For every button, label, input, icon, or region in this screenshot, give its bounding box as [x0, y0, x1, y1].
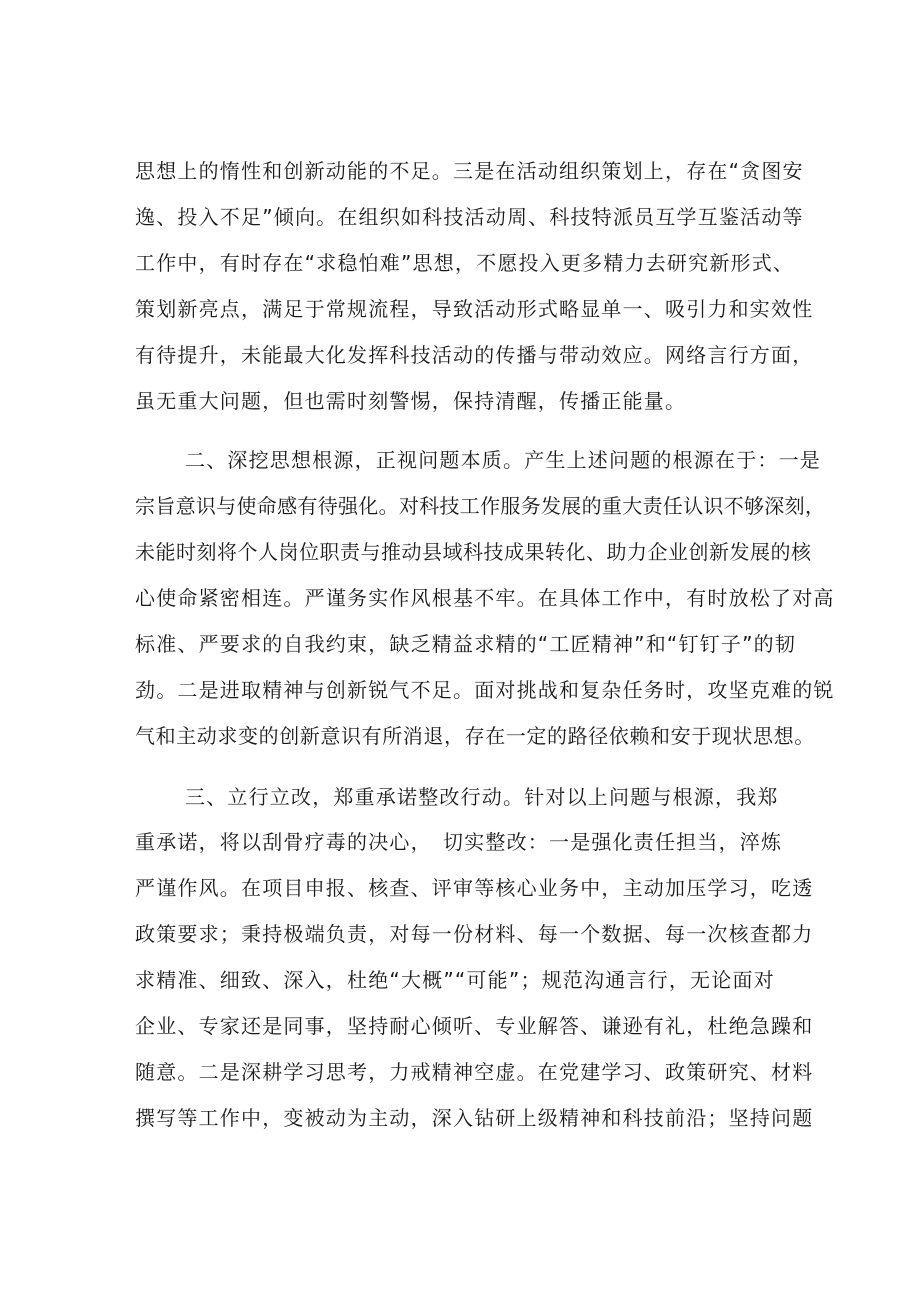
paragraph-3-line-8: 撰写等工作中，变被动为主动，深入钻研上级精神和科技前沿；坚持问题: [135, 1106, 814, 1130]
paragraph-1-line-6: 虽无重大问题，但也需时刻警惕，保持清醒，传播正能量。: [135, 389, 687, 413]
paragraph-3-line-3: 严谨作风。在项目申报、核查、评审等核心业务中，主动加压学习，吃透: [135, 876, 814, 900]
paragraph-1-line-5: 有待提升，未能最大化发挥科技活动的传播与带动效应。网络言行方面，: [135, 343, 814, 367]
paragraph-2-line-4: 心使命紧密相连。严谨务实作风根基不牢。在具体工作中，有时放松了对高: [135, 586, 835, 610]
paragraph-3-line-7: 随意。二是深耕学习思考，力戒精神空虚。在党建学习、政策研究、材料: [135, 1060, 814, 1084]
paragraph-2-line-5: 标准、严要求的自我约束，缺乏精益求精的“工匠精神”和“钉钉子”的韧: [135, 632, 797, 656]
paragraph-3-line-6: 企业、专家还是同事，坚持耐心倾听、专业解答、谦逊有礼，杜绝急躁和: [135, 1014, 814, 1038]
paragraph-3-line-5: 求精准、细致、深入，杜绝“大概”“可能”；规范沟通言行，无论面对: [135, 968, 775, 992]
paragraph-1-line-2: 逸、投入不足”倾向。在组织如科技活动周、科技特派员互学互鉴活动等: [135, 205, 804, 229]
paragraph-1-line-4: 策划新亮点，满足于常规流程，导致活动形式略显单一、吸引力和实效性: [135, 297, 814, 321]
paragraph-1-line-1: 思想上的惰性和创新动能的不足。三是在活动组织策划上，存在“贪图安: [135, 159, 804, 183]
paragraph-1-line-3: 工作中，有时存在“求稳怕难”思想，不愿投入更多精力去研究新形式、: [135, 251, 795, 275]
paragraph-2-line-2: 宗旨意识与使命感有待强化。对科技工作服务发展的重大责任认识不够深刻，: [135, 494, 826, 518]
paragraph-2-line-6: 劲。二是进取精神与创新锐气不足。面对挑战和复杂任务时，攻坚克难的锐: [135, 678, 835, 702]
paragraph-2-line-3: 未能时刻将个人岗位职责与推动县域科技成果转化、助力企业创新发展的核: [135, 540, 812, 564]
paragraph-3-line-2: 重承诺，将以刮骨疗毒的决心， 切实整改：一是强化责任担当，淬炼: [135, 830, 783, 854]
paragraph-3-line-4: 政策要求；秉持极端负责，对每一份材料、每一个数据、每一次核查都力: [135, 922, 814, 946]
paragraph-2-line-1: 二、深挖思想根源，正视问题本质。产生上述问题的根源在于：一是: [185, 448, 821, 472]
paragraph-2-line-7: 气和主动求变的创新意识有所消退，存在一定的路径依赖和安于现状思想。: [135, 724, 815, 748]
paragraph-3-line-1: 三、立行立改，郑重承诺整改行动。针对以上问题与根源，我郑: [185, 785, 779, 809]
